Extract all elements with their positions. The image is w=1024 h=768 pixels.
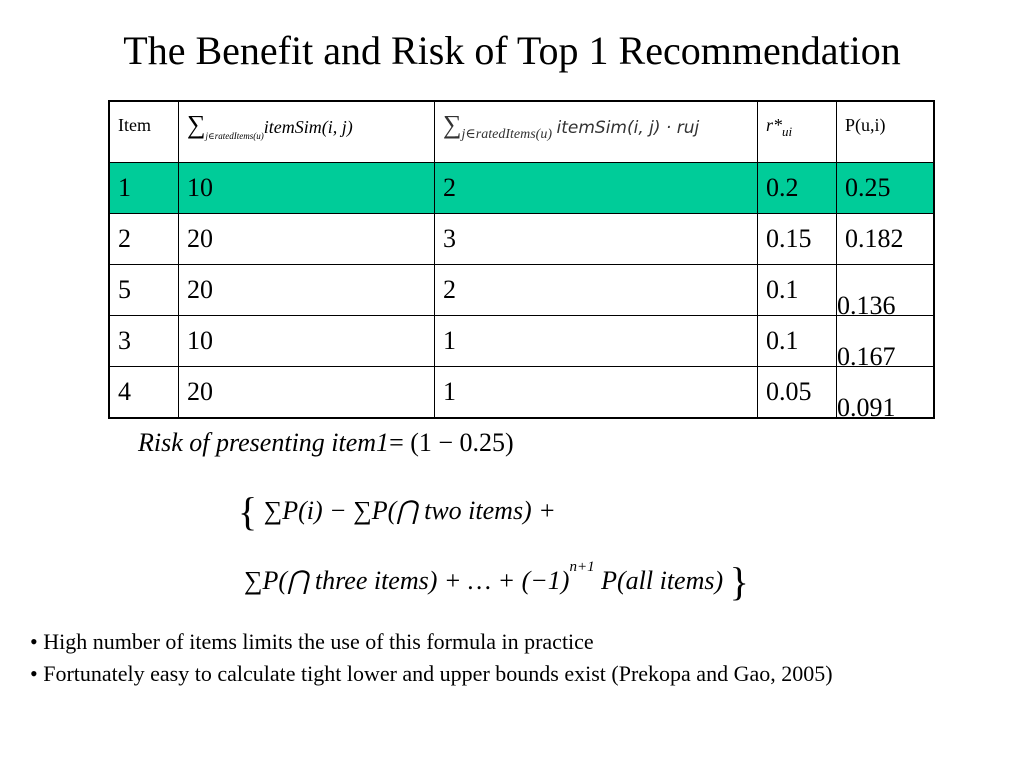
probability-value: 0.091 xyxy=(837,393,896,422)
cell-rstar: 0.2 xyxy=(758,163,837,214)
cell-item: 3 xyxy=(109,316,179,367)
cell-probability xyxy=(837,367,935,422)
sum-body: itemSim(i, j) xyxy=(263,117,353,137)
probability-value: 0.136 xyxy=(837,291,896,320)
probability-value: 0.167 xyxy=(837,342,896,371)
cell-sum-sim: 20 xyxy=(179,214,435,265)
bullet-list xyxy=(30,626,990,690)
close-brace: } xyxy=(729,559,749,604)
risk-rhs: = (1 − 0.25) xyxy=(389,428,514,457)
header-item: Item xyxy=(109,101,179,163)
sum-body: itemSim(i, j) · ruj xyxy=(556,118,700,138)
cell-sum-sim: 10 xyxy=(179,163,435,214)
inclusion-exclusion-terms-2: ∑P(⋂ three items) + … + (−1) xyxy=(244,566,570,595)
recommendation-table xyxy=(108,100,935,422)
cell-sum-sim-r: 2 xyxy=(435,265,758,316)
cell-sum-sim-r: 2 xyxy=(435,163,758,214)
cell-item: 1 xyxy=(109,163,179,214)
header-rstar xyxy=(758,101,837,163)
sum-subscript: j∈ratedItems(u) xyxy=(461,127,552,142)
cell-probability xyxy=(837,316,935,371)
cell-sum-sim: 20 xyxy=(179,367,435,418)
sum-symbol: ∑ xyxy=(443,110,462,139)
cell-probability: 0.182 xyxy=(837,214,935,265)
risk-formula-line2 xyxy=(238,488,556,535)
table-row xyxy=(109,214,934,265)
table-row xyxy=(109,265,934,316)
cell-item: 4 xyxy=(109,367,179,418)
table-row xyxy=(109,163,934,214)
risk-formula-line3 xyxy=(244,558,749,605)
header-sum-sim xyxy=(179,101,435,163)
cell-probability xyxy=(837,265,935,320)
risk-lhs: Risk of presenting item1 xyxy=(138,428,390,457)
all-items-term: P(all items) xyxy=(601,566,724,595)
cell-sum-sim-r: 1 xyxy=(435,367,758,418)
cell-rstar: 0.15 xyxy=(758,214,837,265)
table-row xyxy=(109,316,934,367)
cell-rstar: 0.05 xyxy=(758,367,837,418)
cell-sum-sim-r: 1 xyxy=(435,316,758,367)
table-header-row xyxy=(109,101,934,163)
sum-symbol: ∑ xyxy=(187,110,206,139)
table-row xyxy=(109,367,934,418)
header-sum-sim-r xyxy=(435,101,758,163)
cell-item: 5 xyxy=(109,265,179,316)
cell-sum-sim-r: 3 xyxy=(435,214,758,265)
header-probability: P(u,i) xyxy=(837,101,935,163)
cell-item: 2 xyxy=(109,214,179,265)
rstar-subscript: ui xyxy=(782,124,793,139)
cell-rstar: 0.1 xyxy=(758,265,837,316)
cell-probability: 0.25 xyxy=(837,163,935,214)
open-brace: { xyxy=(238,489,258,534)
cell-rstar: 0.1 xyxy=(758,316,837,367)
inclusion-exclusion-terms: ∑P(i) − ∑P(⋂ two items) + xyxy=(263,496,556,525)
slide-title: The Benefit and Risk of Top 1 Recommendation xyxy=(123,28,901,73)
sum-subscript: j∈ratedItems(u) xyxy=(205,131,264,141)
exponent: n+1 xyxy=(569,559,595,575)
bullet-item: • High number of items limits the use of this formula in practice xyxy=(30,629,594,654)
bullet-item: • Fortunately easy to calculate tight lower and upper bounds exist (Prekopa and Gao, 2005) xyxy=(30,661,833,686)
risk-formula-line1 xyxy=(138,428,514,458)
cell-sum-sim: 10 xyxy=(179,316,435,367)
cell-sum-sim: 20 xyxy=(179,265,435,316)
rstar-label: r* xyxy=(766,115,783,135)
